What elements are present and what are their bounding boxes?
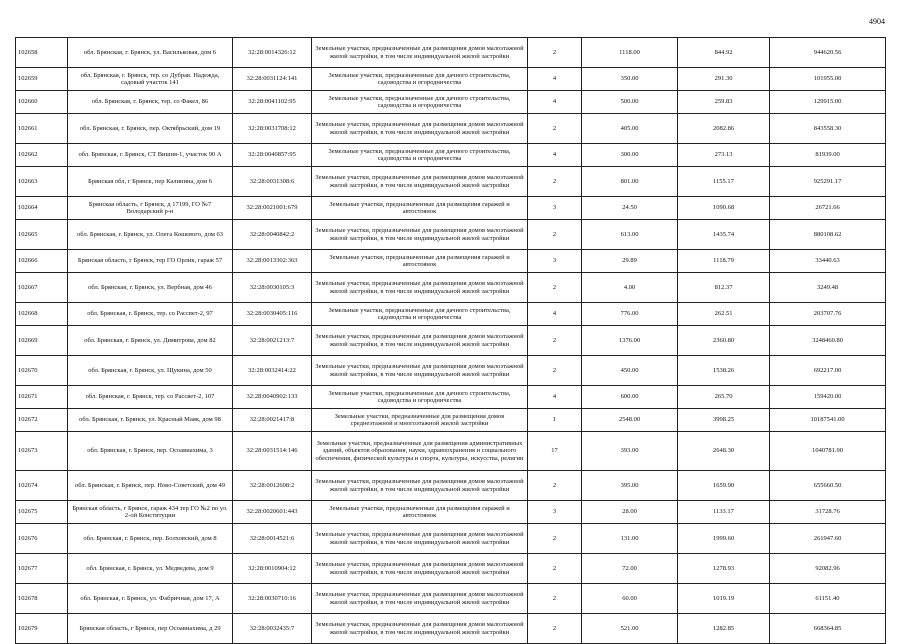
use-group-cell: 2 (528, 356, 582, 386)
specific-value-cell: 3998.25 (678, 409, 770, 432)
use-group-cell: 4 (528, 68, 582, 91)
cadastral-value-cell: 843558.30 (770, 114, 886, 144)
table-row (16, 144, 886, 167)
cadastral-number-cell: 32:28:0014521:6 (233, 524, 312, 554)
cadastral-number-cell: 32:28:0040902:133 (233, 386, 312, 409)
table-row (16, 250, 886, 273)
address-cell: обл. Брянская, г. Брянск, СТ Вишня-1, участок 90 А (68, 144, 233, 167)
row-id-cell: 102664 (16, 197, 68, 220)
cadastral-number-cell: 32:28:0040842:2 (233, 220, 312, 250)
use-group-cell: 4 (528, 144, 582, 167)
land-use-cell: Земельные участки, предназначенные для дачного строительства, садоводства и огородничества (312, 303, 528, 326)
cadastral-number-cell: 32:28:0032414:22 (233, 356, 312, 386)
cadastral-value-cell: 159420.00 (770, 386, 886, 409)
address-cell: обл. Брянская, г. Брянск, ул. Васильковая, дом 6 (68, 38, 233, 68)
land-use-cell: Земельные участки, предназначенные для размещения домов малоэтажной жилой застройки, в том числе индивидуальной жилой застройки (312, 273, 528, 303)
use-group-cell: 3 (528, 197, 582, 220)
cadastral-value-cell: 33440.63 (770, 250, 886, 273)
address-cell: обл. Брянская, г. Брянск, ул. Красный Маяк, дом 98 (68, 409, 233, 432)
land-use-cell: Земельные участки, предназначенные для дачного строительства, садоводства и огородничества (312, 144, 528, 167)
land-use-cell: Земельные участки, предназначенные для размещения домов малоэтажной жилой застройки, в том числе индивидуальной жилой застройки (312, 220, 528, 250)
area-cell: 776.00 (582, 303, 678, 326)
area-cell: 405.00 (582, 114, 678, 144)
table-row (16, 432, 886, 471)
address-cell: обл. Брянская, г. Брянск, ул. Олега Кошевого, дом 63 (68, 220, 233, 250)
table-body (16, 38, 886, 644)
cadastral-value-table (15, 37, 886, 644)
specific-value-cell: 1282.85 (678, 614, 770, 644)
address-cell: обл. Брянская, г. Брянск, тер. со Факел, 86 (68, 91, 233, 114)
specific-value-cell: 1659.90 (678, 471, 770, 501)
row-id-cell: 102671 (16, 386, 68, 409)
table-row (16, 614, 886, 644)
table-row (16, 501, 886, 524)
row-id-cell: 102659 (16, 68, 68, 91)
row-id-cell: 102672 (16, 409, 68, 432)
row-id-cell: 102660 (16, 91, 68, 114)
row-id-cell: 102665 (16, 220, 68, 250)
address-cell: обл. Брянская, г. Брянск, пер. Осоавиахима, 3 (68, 432, 233, 471)
use-group-cell: 2 (528, 114, 582, 144)
address-cell: обл. Брянская, г. Брянск, ул. Вербная, дом 46 (68, 273, 233, 303)
use-group-cell: 2 (528, 273, 582, 303)
area-cell: 60.00 (582, 584, 678, 614)
row-id-cell: 102676 (16, 524, 68, 554)
address-cell: обл. Брянская, г. Брянск, ул. Фабричная, дом 17, А (68, 584, 233, 614)
address-cell: обл. Брянская, г. Брянск, ул. Щукина, дом 50 (68, 356, 233, 386)
cadastral-value-cell: 31728.76 (770, 501, 886, 524)
address-cell: обл. Брянская, г. Брянск, тер. со Рассвет-2, 107 (68, 386, 233, 409)
cadastral-value-cell: 880108.62 (770, 220, 886, 250)
cadastral-value-cell: 925291.17 (770, 167, 886, 197)
cadastral-value-cell: 655660.50 (770, 471, 886, 501)
row-id-cell: 102669 (16, 326, 68, 356)
page-number: 4904 (869, 17, 885, 26)
address-cell: обл. Брянская, г. Брянск, пер. Ново-Советский, дом 49 (68, 471, 233, 501)
address-cell: Брянская область, г Брянск, гараж 434 тер ГО №2 по ул. 2-ой Конституции (68, 501, 233, 524)
land-use-cell: Земельные участки, предназначенные для размещения гаражей и автостоянок (312, 250, 528, 273)
row-id-cell: 102678 (16, 584, 68, 614)
use-group-cell: 2 (528, 326, 582, 356)
cadastral-value-cell: 10187541.00 (770, 409, 886, 432)
use-group-cell: 2 (528, 584, 582, 614)
use-group-cell: 2 (528, 554, 582, 584)
specific-value-cell: 2360.80 (678, 326, 770, 356)
area-cell: 29.89 (582, 250, 678, 273)
row-id-cell: 102663 (16, 167, 68, 197)
land-use-cell: Земельные участки, предназначенные для размещения домов малоэтажной жилой застройки, в том числе индивидуальной жилой застройки (312, 614, 528, 644)
cadastral-value-cell: 3249.48 (770, 273, 886, 303)
row-id-cell: 102661 (16, 114, 68, 144)
specific-value-cell: 1118.79 (678, 250, 770, 273)
table-row (16, 524, 886, 554)
cadastral-number-cell: 32:28:0030105:3 (233, 273, 312, 303)
use-group-cell: 1 (528, 409, 582, 432)
address-cell: Брянская область, г Брянск, д 17199, ГО №7 Володарский р-н (68, 197, 233, 220)
cadastral-value-cell: 1040781.90 (770, 432, 886, 471)
use-group-cell: 4 (528, 303, 582, 326)
cadastral-value-cell: 101955.00 (770, 68, 886, 91)
cadastral-value-cell: 61151.40 (770, 584, 886, 614)
use-group-cell: 2 (528, 38, 582, 68)
cadastral-number-cell: 32:28:0041102:95 (233, 91, 312, 114)
cadastral-value-cell: 692217.00 (770, 356, 886, 386)
land-use-cell: Земельные участки, предназначенные для дачного строительства, садоводства и огородничества (312, 386, 528, 409)
cadastral-value-cell: 92082.96 (770, 554, 886, 584)
specific-value-cell: 259.83 (678, 91, 770, 114)
cadastral-number-cell: 32:28:0013302:363 (233, 250, 312, 273)
table-row (16, 303, 886, 326)
row-id-cell: 102673 (16, 432, 68, 471)
land-use-cell: Земельные участки, предназначенные для дачного строительства, садоводства и огородничества (312, 68, 528, 91)
table-row (16, 409, 886, 432)
cadastral-value-cell: 26721.66 (770, 197, 886, 220)
table-row (16, 91, 886, 114)
land-use-cell: Земельные участки, предназначенные для размещения гаражей и автостоянок (312, 501, 528, 524)
address-cell: Брянская область, г Брянск, тер ГО Орлик, гараж 57 (68, 250, 233, 273)
specific-value-cell: 844.92 (678, 38, 770, 68)
address-cell: обл. Брянская, г. Брянск, ул. Медведева, дом 9 (68, 554, 233, 584)
table-row (16, 471, 886, 501)
cadastral-value-cell: 944620.56 (770, 38, 886, 68)
specific-value-cell: 1999.60 (678, 524, 770, 554)
cadastral-number-cell: 32:28:0030405:116 (233, 303, 312, 326)
specific-value-cell: 2082.86 (678, 114, 770, 144)
area-cell: 521.00 (582, 614, 678, 644)
land-use-cell: Земельные участки, предназначенные для размещения домов малоэтажной жилой застройки, в том числе индивидуальной жилой застройки (312, 114, 528, 144)
cadastral-number-cell: 32:28:0032435:7 (233, 614, 312, 644)
table-row (16, 220, 886, 250)
area-cell: 4.00 (582, 273, 678, 303)
land-use-cell: Земельные участки, предназначенные для размещения домов малоэтажной жилой застройки, в том числе индивидуальной жилой застройки (312, 167, 528, 197)
specific-value-cell: 1538.26 (678, 356, 770, 386)
land-use-cell: Земельные участки, предназначенные для дачного строительства, садоводства и огородничества (312, 91, 528, 114)
land-use-cell: Земельные участки, предназначенные для размещения домов малоэтажной жилой застройки, в том числе индивидуальной жилой застройки (312, 38, 528, 68)
cadastral-value-cell: 668364.85 (770, 614, 886, 644)
land-use-cell: Земельные участки, предназначенные для размещения домов малоэтажной жилой застройки, в том числе индивидуальной жилой застройки (312, 471, 528, 501)
area-cell: 72.00 (582, 554, 678, 584)
area-cell: 613.00 (582, 220, 678, 250)
specific-value-cell: 291.30 (678, 68, 770, 91)
use-group-cell: 2 (528, 524, 582, 554)
area-cell: 801.00 (582, 167, 678, 197)
address-cell: Брянская обл, г Брянск, пер Калинина, дом 6 (68, 167, 233, 197)
cadastral-number-cell: 32:28:0021213:7 (233, 326, 312, 356)
land-use-cell: Земельные участки, предназначенные для размещения домов среднеэтажной и многоэтажной жилой застройки (312, 409, 528, 432)
cadastral-number-cell: 32:28:0031308:6 (233, 167, 312, 197)
specific-value-cell: 812.37 (678, 273, 770, 303)
cadastral-value-cell: 261947.60 (770, 524, 886, 554)
area-cell: 24.50 (582, 197, 678, 220)
row-id-cell: 102667 (16, 273, 68, 303)
cadastral-number-cell: 32:28:0010904:12 (233, 554, 312, 584)
use-group-cell: 3 (528, 250, 582, 273)
land-use-cell: Земельные участки, предназначенные для размещения домов малоэтажной жилой застройки, в том числе индивидуальной жилой застройки (312, 356, 528, 386)
cadastral-number-cell: 32:28:0030710:16 (233, 584, 312, 614)
table-row (16, 356, 886, 386)
area-cell: 393.00 (582, 432, 678, 471)
cadastral-number-cell: 32:28:0020601:443 (233, 501, 312, 524)
table-row (16, 326, 886, 356)
land-use-cell: Земельные участки, предназначенные для размещения домов малоэтажной жилой застройки, в том числе индивидуальной жилой застройки (312, 554, 528, 584)
table-row (16, 386, 886, 409)
area-cell: 450.00 (582, 356, 678, 386)
row-id-cell: 102677 (16, 554, 68, 584)
specific-value-cell: 1019.19 (678, 584, 770, 614)
cadastral-number-cell: 32:28:0021001:679 (233, 197, 312, 220)
area-cell: 28.00 (582, 501, 678, 524)
address-cell: обл. Брянская, г. Брянск, тер. со Рассвет-2, 97 (68, 303, 233, 326)
table-row (16, 38, 886, 68)
area-cell: 300.00 (582, 144, 678, 167)
cadastral-value-cell: 129915.00 (770, 91, 886, 114)
table-row (16, 273, 886, 303)
table-row (16, 68, 886, 91)
row-id-cell: 102679 (16, 614, 68, 644)
specific-value-cell: 1155.17 (678, 167, 770, 197)
land-use-cell: Земельные участки, предназначенные для размещения гаражей и автостоянок (312, 197, 528, 220)
area-cell: 600.00 (582, 386, 678, 409)
row-id-cell: 102675 (16, 501, 68, 524)
cadastral-number-cell: 32:28:0031124:141 (233, 68, 312, 91)
cadastral-number-cell: 32:28:0031514:146 (233, 432, 312, 471)
cadastral-number-cell: 32:28:0031708:12 (233, 114, 312, 144)
use-group-cell: 4 (528, 91, 582, 114)
area-cell: 500.00 (582, 91, 678, 114)
area-cell: 350.00 (582, 68, 678, 91)
row-id-cell: 102662 (16, 144, 68, 167)
specific-value-cell: 1133.17 (678, 501, 770, 524)
row-id-cell: 102674 (16, 471, 68, 501)
table-row (16, 584, 886, 614)
land-use-cell: Земельные участки, предназначенные для размещения домов малоэтажной жилой застройки, в том числе индивидуальной жилой застройки (312, 326, 528, 356)
cadastral-value-cell: 81939.00 (770, 144, 886, 167)
area-cell: 395.00 (582, 471, 678, 501)
use-group-cell: 2 (528, 167, 582, 197)
row-id-cell: 102666 (16, 250, 68, 273)
cadastral-number-cell: 32:28:0040857:95 (233, 144, 312, 167)
cadastral-number-cell: 32:28:0012608:2 (233, 471, 312, 501)
table-row (16, 197, 886, 220)
use-group-cell: 3 (528, 501, 582, 524)
use-group-cell: 2 (528, 220, 582, 250)
specific-value-cell: 1435.74 (678, 220, 770, 250)
land-use-cell: Земельные участки, предназначенные для размещения домов малоэтажной жилой застройки, в том числе индивидуальной жилой застройки (312, 524, 528, 554)
cadastral-value-cell: 3248460.80 (770, 326, 886, 356)
address-cell: Брянская область, г Брянск, пер Осоавиахима, д 29 (68, 614, 233, 644)
area-cell: 1118.00 (582, 38, 678, 68)
row-id-cell: 102670 (16, 356, 68, 386)
cadastral-number-cell: 32:28:0014326:12 (233, 38, 312, 68)
specific-value-cell: 265.70 (678, 386, 770, 409)
area-cell: 131.00 (582, 524, 678, 554)
use-group-cell: 2 (528, 471, 582, 501)
area-cell: 2548.00 (582, 409, 678, 432)
area-cell: 1376.00 (582, 326, 678, 356)
address-cell: обл. Брянская, г. Брянск, ул. Димитрова, дом 82 (68, 326, 233, 356)
table-row (16, 114, 886, 144)
use-group-cell: 2 (528, 614, 582, 644)
use-group-cell: 4 (528, 386, 582, 409)
specific-value-cell: 1278.93 (678, 554, 770, 584)
row-id-cell: 102658 (16, 38, 68, 68)
land-use-cell: Земельные участки, предназначенные для размещения административных зданий, объектов образования, науки, здравоохранения и социального обеспечения, физической культуры и спорта, культуры, искусства, религии (312, 432, 528, 471)
land-use-cell: Земельные участки, предназначенные для размещения домов малоэтажной жилой застройки, в том числе индивидуальной жилой застройки (312, 584, 528, 614)
specific-value-cell: 262.51 (678, 303, 770, 326)
specific-value-cell: 1090.68 (678, 197, 770, 220)
specific-value-cell: 2648.30 (678, 432, 770, 471)
table-row (16, 167, 886, 197)
cadastral-number-cell: 32:28:0021417:8 (233, 409, 312, 432)
use-group-cell: 17 (528, 432, 582, 471)
cadastral-value-cell: 203707.76 (770, 303, 886, 326)
address-cell: обл. Брянская, г. Брянск, пер. Болховский, дом 8 (68, 524, 233, 554)
row-id-cell: 102668 (16, 303, 68, 326)
address-cell: обл. Брянская, г. Брянск, тер. со Дубрав. Надежда, садовый участок 141 (68, 68, 233, 91)
table-row (16, 554, 886, 584)
specific-value-cell: 273.13 (678, 144, 770, 167)
address-cell: обл. Брянская, г. Брянск, пер. Октябрьский, дом 19 (68, 114, 233, 144)
